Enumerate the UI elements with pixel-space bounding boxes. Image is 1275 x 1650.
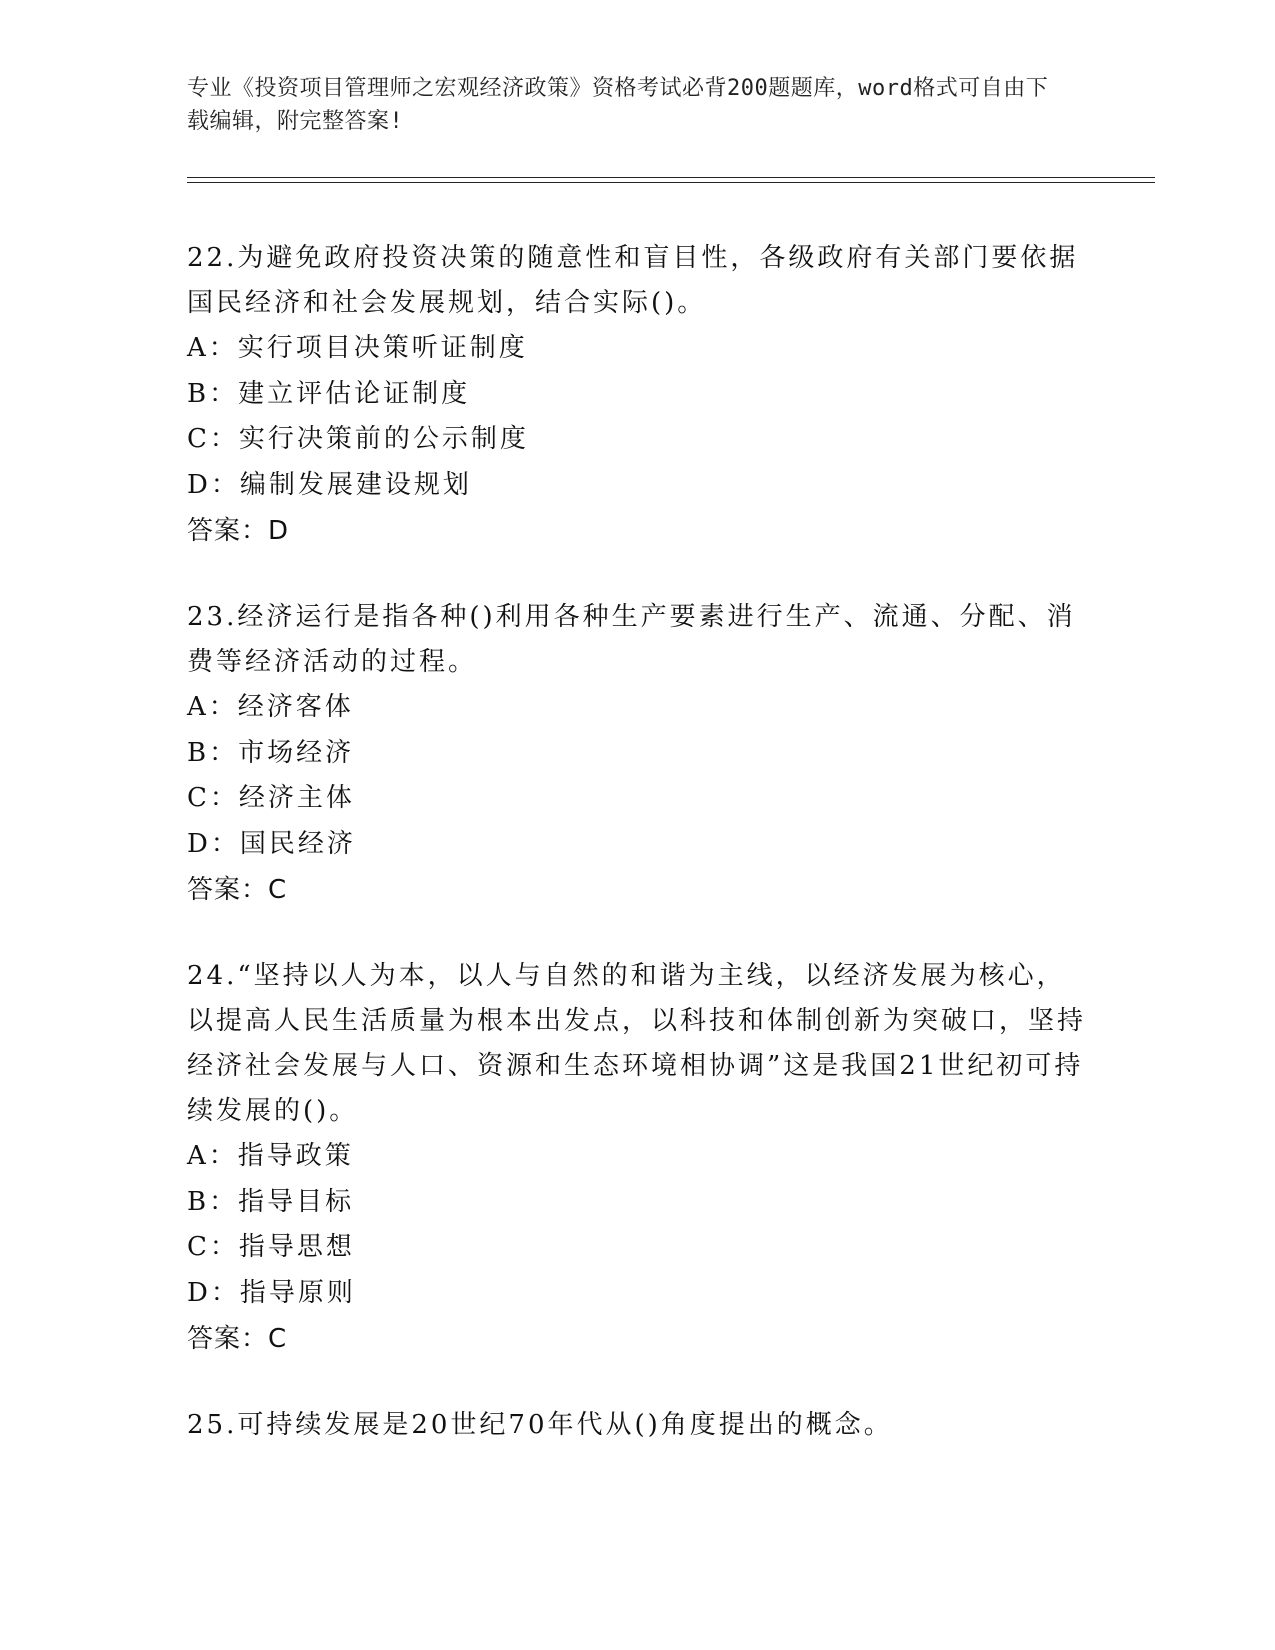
question-25	[187, 1403, 1087, 1448]
document-header	[187, 72, 1067, 138]
question-stem: 22.为避免政府投资决策的随意性和盲目性，各级政府有关部门要依据国民经济和社会发展规划，结合实际()。	[187, 243, 1079, 318]
question-stem: 25.可持续发展是20世纪70年代从()角度提出的概念。	[187, 1410, 893, 1440]
question-22	[187, 236, 1087, 554]
question-24	[187, 954, 1087, 1362]
answer-label: 答案：C	[187, 875, 288, 905]
option-b: B：指导目标	[187, 1186, 355, 1217]
option-a: A：实行项目决策听证制度	[187, 333, 528, 363]
question-stem: 23.经济运行是指各种()利用各种生产要素进行生产、流通、分配、消费等经济活动的过程。	[187, 602, 1076, 677]
option-b: B：市场经济	[187, 737, 355, 768]
option-c: C：经济主体	[187, 783, 355, 813]
question-stem: 24.“坚持以人为本，以人与自然的和谐为主线，以经济发展为核心，以提高人民生活质量为根本出发点，以科技和体制创新为突破口，坚持经济社会发展与人口、资源和生态环境相协调”这是我国21世纪初可持续发展的()。	[187, 961, 1087, 1126]
option-d: D：国民经济	[187, 828, 356, 859]
document-title: 专业《投资项目管理师之宏观经济政策》资格考试必背200题题库，word格式可自由下载编辑，附完整答案!	[187, 76, 1049, 134]
question-list	[187, 236, 1087, 1489]
option-d: D：编制发展建设规划	[187, 469, 472, 500]
question-23	[187, 595, 1087, 913]
option-c: C：实行决策前的公示制度	[187, 424, 529, 454]
option-c: C：指导思想	[187, 1232, 355, 1262]
answer-label: 答案：D	[187, 516, 290, 546]
header-divider	[187, 177, 1155, 183]
answer-label: 答案：C	[187, 1324, 288, 1354]
option-a: A：经济客体	[187, 692, 354, 722]
option-a: A：指导政策	[187, 1141, 354, 1171]
option-b: B：建立评估论证制度	[187, 378, 471, 409]
option-d: D：指导原则	[187, 1277, 356, 1308]
